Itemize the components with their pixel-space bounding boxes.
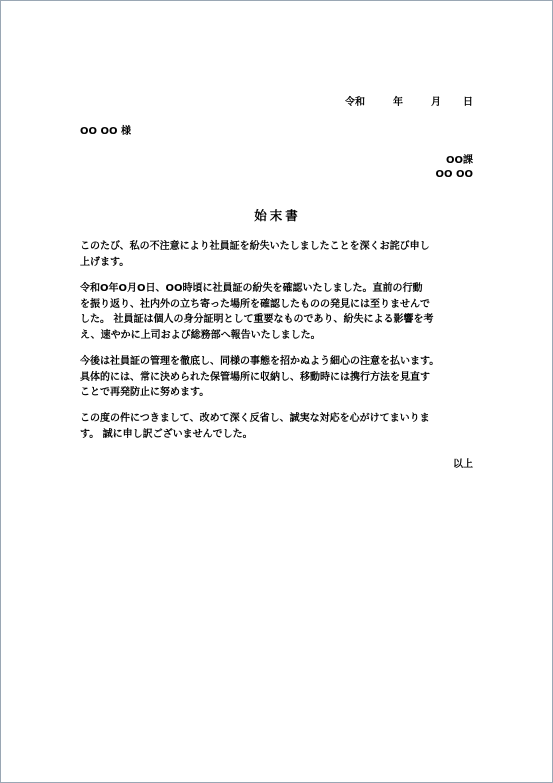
paragraph-prevention xyxy=(80,354,475,401)
date-day: 日 xyxy=(463,97,473,108)
date-month: 月 xyxy=(431,97,441,108)
paragraph-apology xyxy=(80,239,475,270)
paragraph-line: す。 誠に申し訳ございませんでした。 xyxy=(80,428,253,440)
document-title: 始末書 xyxy=(254,208,301,223)
date-year: 年 xyxy=(393,97,403,108)
paragraph-line: ことで再発防止に努めます。 xyxy=(80,387,210,398)
paragraph-line: 具体的には、常に決められた保管場所に収納し、移動時には携行方法を見直す xyxy=(80,371,430,383)
sender-name: OO OO xyxy=(435,169,473,180)
paragraph-line: このたび、私の不注意により社員証を紛失いたしましたことを深くお詫び申し xyxy=(80,241,430,252)
paragraph-line: を振り返り、社内外の立ち寄った場所を確認したものの発見には至りませんで xyxy=(80,298,430,310)
paragraph-incident xyxy=(80,281,475,343)
paragraph-line: え、速やかに上司および総務部へ報告いたしました。 xyxy=(80,329,321,341)
recipient-name: OO OO 様 xyxy=(80,126,131,137)
paragraph-line: した。 社員証は個人の身分証明として重要なものであり、紛失による影響を考 xyxy=(80,314,434,325)
paragraph-line: 今後は社員証の管理を徹底し、同様の事態を招かぬよう細心の注意を払います。 xyxy=(80,356,440,367)
date-era: 令和 xyxy=(345,97,365,108)
paragraph-line: 令和O年O月O日、OO時頃に社員証の紛失を確認いたしました。直前の行動 xyxy=(80,283,423,294)
date-line xyxy=(345,96,473,109)
paragraph-reflection xyxy=(80,411,475,442)
paragraph-line: 上げます。 xyxy=(80,256,130,268)
closing-remark: 以上 xyxy=(453,459,473,470)
sender-department: OO課 xyxy=(445,155,473,166)
paragraph-line: この度の件につきまして、改めて深く反省し、誠実な対応を心がけてまいりま xyxy=(80,413,430,424)
